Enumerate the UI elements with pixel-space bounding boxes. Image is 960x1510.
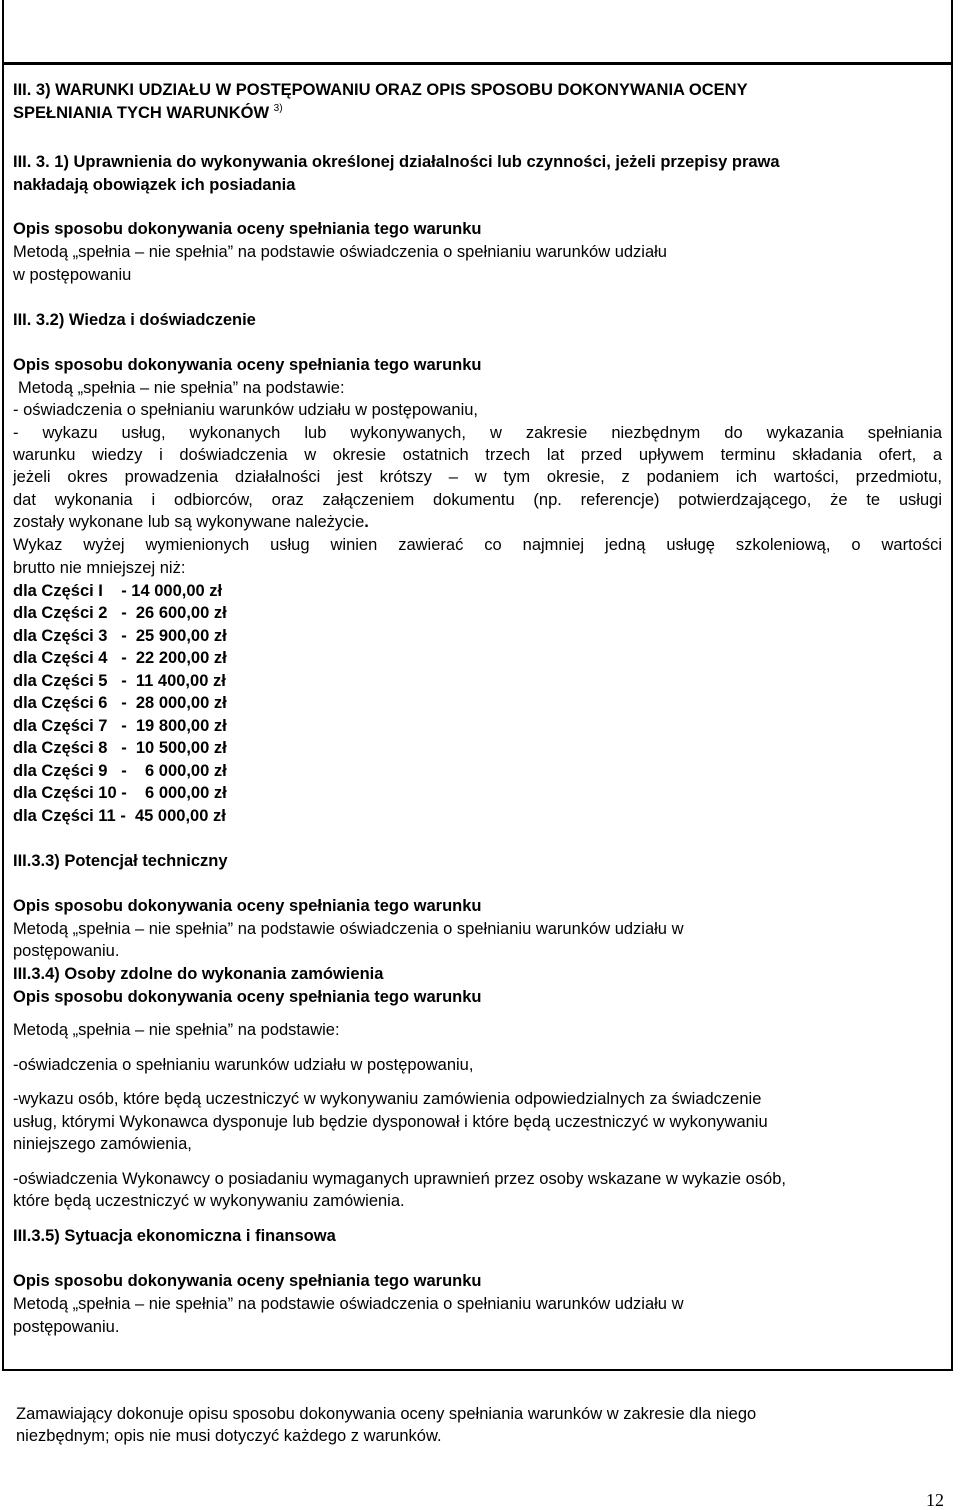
s2-item2-line4: dat wykonania i odbiorców, oraz załączeniem dokumentu (np. referencje) potwierdzającego, że te usługi: [13, 491, 942, 509]
part-amount-5: dla Części 5 - 11 400,00 zł: [13, 672, 226, 690]
s2-item1: - oświadczenia o spełnianiu warunków udziału w postępowaniu,: [13, 401, 479, 419]
s2-heading: III. 3.2) Wiedza i doświadczenie: [13, 311, 256, 329]
page-number: 12: [926, 1490, 944, 1510]
part-amount-10: dla Części 10 - 6 000,00 zł: [13, 784, 227, 802]
part-amount-2: dla Części 2 - 26 600,00 zł: [13, 604, 227, 622]
s4-item3-line1: -oświadczenia Wykonawcy o posiadaniu wymaganych uprawnień przez osoby wskazane w wykazie osób,: [13, 1170, 786, 1188]
s5-text-line2: postępowaniu.: [13, 1318, 120, 1336]
section-title-text: SPEŁNIANIA TYCH WARUNKÓW: [13, 104, 270, 122]
part-amount-6: dla Części 6 - 28 000,00 zł: [13, 694, 227, 712]
s4-item2-line2: usług, którymi Wykonawca dysponuje lub będzie dysponował i które będą uczestniczyć w wykonywaniu: [13, 1113, 768, 1131]
s1-opis: Opis sposobu dokonywania oceny spełniania tego warunku: [13, 220, 482, 238]
s3-heading: III.3.3) Potencjał techniczny: [13, 852, 228, 870]
s2-item2-line3: jeżeli okres prowadzenia działalności jest krótszy – w tym okresie, z podaniem ich wartości, przedmiotu,: [13, 468, 942, 486]
s2-method: Metodą „spełnia – nie spełnia” na podstawie:: [18, 379, 345, 397]
footnote-ref: 3): [273, 103, 283, 114]
top-empty-box: [2, 0, 953, 64]
s2-wykaz-line2: brutto nie mniejszej niż:: [13, 559, 186, 577]
s3-text-line1: Metodą „spełnia – nie spełnia” na podstawie oświadczenia o spełnianiu warunków udziału w: [13, 920, 684, 938]
s2-item2-line5: [13, 511, 369, 533]
s2-wykaz-line1: Wykaz wyżej wymienionych usług winien zawierać co najmniej jedną usługę szkoleniową, o wartości: [13, 536, 942, 554]
s5-heading: III.3.5) Sytuacja ekonomiczna i finansowa: [13, 1227, 336, 1245]
s4-item3-line2: które będą uczestniczyć w wykonywaniu zamówienia.: [13, 1192, 405, 1210]
s5-text-line1: Metodą „spełnia – nie spełnia” na podstawie oświadczenia o spełnianiu warunków udziału w: [13, 1295, 684, 1313]
section-title-line1: III. 3) WARUNKI UDZIAŁU W POSTĘPOWANIU ORAZ OPIS SPOSOBU DOKONYWANIA OCENY: [13, 81, 748, 99]
s1-heading-line2: nakładają obowiązek ich posiadania: [13, 176, 296, 194]
s4-item1: -oświadczenia o spełnianiu warunków udziału w postępowaniu,: [13, 1056, 474, 1074]
part-amount-8: dla Części 8 - 10 500,00 zł: [13, 739, 227, 757]
section-title-line2: [13, 102, 283, 127]
s2-item2-line1: - wykazu usług, wykonanych lub wykonywanych, w zakresie niezbędnym do wykazania spełniania: [13, 424, 942, 442]
part-amount-1: dla Części I - 14 000,00 zł: [13, 582, 223, 600]
footnote-line1: Zamawiający dokonuje opisu sposobu dokonywania oceny spełniania warunków w zakresie dla niego: [16, 1405, 757, 1423]
footnote-line2: niezbędnym; opis nie musi dotyczyć każdego z warunków.: [16, 1427, 442, 1445]
s5-opis: Opis sposobu dokonywania oceny spełniania tego warunku: [13, 1272, 482, 1290]
part-amount-11: dla Części 11 - 45 000,00 zł: [13, 807, 226, 825]
s1-heading-line1: III. 3. 1) Uprawnienia do wykonywania określonej działalności lub czynności, jeżeli przepisy prawa: [13, 153, 780, 171]
s4-item2-line3: niniejszego zamówienia,: [13, 1135, 192, 1153]
s1-text-line2: w postępowaniu: [13, 266, 132, 284]
s4-heading: III.3.4) Osoby zdolne do wykonania zamówienia: [13, 965, 384, 983]
s3-text-line2: postępowaniu.: [13, 942, 120, 960]
s3-opis: Opis sposobu dokonywania oceny spełniania tego warunku: [13, 897, 482, 915]
s2-item2-line5-text: zostały wykonane lub są wykonywane należycie: [13, 513, 365, 531]
s2-item2-line5-dot: .: [364, 513, 369, 531]
s2-opis: Opis sposobu dokonywania oceny spełniania tego warunku: [13, 356, 482, 374]
part-amount-3: dla Części 3 - 25 900,00 zł: [13, 627, 227, 645]
part-amount-7: dla Części 7 - 19 800,00 zł: [13, 717, 227, 735]
s4-item2-line1: -wykazu osób, które będą uczestniczyć w wykonywaniu zamówienia odpowiedzialnych za świadczenie: [13, 1090, 762, 1108]
s2-item2-line2: warunku wiedzy i doświadczenia w okresie ostatnich trzech lat przed upływem terminu składania ofert, a: [13, 446, 942, 464]
part-amount-4: dla Części 4 - 22 200,00 zł: [13, 649, 227, 667]
s4-method: Metodą „spełnia – nie spełnia” na podstawie:: [13, 1021, 340, 1039]
s1-text-line1: Metodą „spełnia – nie spełnia” na podstawie oświadczenia o spełnianiu warunków udziału: [13, 243, 667, 261]
part-amount-9: dla Części 9 - 6 000,00 zł: [13, 762, 227, 780]
s4-opis: Opis sposobu dokonywania oceny spełniania tego warunku: [13, 988, 482, 1006]
